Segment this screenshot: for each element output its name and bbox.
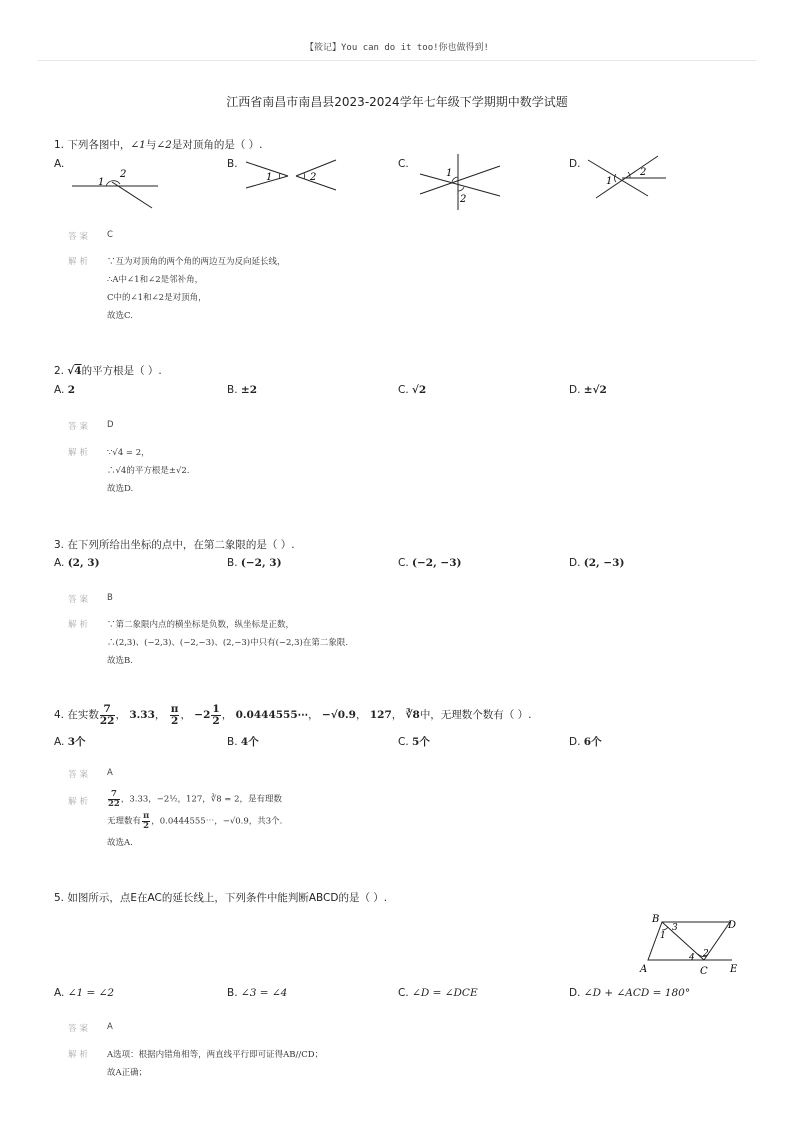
mixed-number: −2 $\frac{1}{2}$ [194, 703, 220, 727]
q3-analysis-line: 故选B. [107, 656, 133, 666]
header-divider [38, 60, 756, 61]
number-127: 127 [369, 709, 392, 721]
fraction-7-22: $\frac{7}{22}$ [99, 703, 115, 727]
q1-figure-c [416, 152, 504, 212]
q3-analysis-line: ∴(2,3)、(−2,3)、(−2,−3)、(2,−3)中只有(−2,3)在第二象限. [107, 638, 349, 648]
vertex-label: E [730, 964, 738, 975]
fraction-7-22: $\frac{7}{22}$ [108, 789, 120, 809]
answer-label: 答案 [68, 422, 92, 432]
q4-option-a: A. 3个 [54, 736, 86, 748]
q1-answer: C [107, 230, 113, 240]
q2-option-a: A. 2 [54, 384, 75, 396]
q3-option-a: A. (2, 3) [54, 557, 100, 569]
fraction-pi-2: $\frac{\pi}{2}$ [170, 703, 179, 727]
q4-analysis-line: 无理数有 $\frac{\pi}{2}$ ，0.0444555⋯，−√0.9，共3个. [107, 811, 283, 831]
stem-text: 与 [145, 139, 157, 151]
angle-2-label: 2 [640, 167, 647, 178]
q5-option-a: A. ∠1 = ∠2 [54, 987, 115, 999]
angle-2-label: 2 [310, 172, 317, 183]
q2-answer: D [107, 420, 114, 430]
angle-1-label: 1 [266, 172, 273, 183]
q1-figure-a [68, 160, 164, 212]
vertex-label: C [700, 966, 708, 977]
q3-option-d: D. (2, −3) [569, 557, 625, 569]
q2-analysis-line: ∴√4的平方根是±√2. [107, 466, 190, 476]
answer-label: 答案 [68, 1024, 92, 1034]
angle-label: ∠1 [130, 139, 146, 151]
q1-analysis-line: C中的∠1和∠2是对顶角， [107, 293, 207, 303]
question-number: 4. [54, 709, 65, 721]
analysis-label: 解析 [68, 1050, 92, 1060]
q2-analysis-line: ∵√4 = 2， [107, 448, 150, 458]
number-3-33: 3.33 [129, 709, 155, 721]
angle-label: 3 [672, 923, 678, 933]
angle-label: 2 [703, 949, 709, 959]
q3-option-c: C. (−2, −3) [398, 557, 462, 569]
vertex-label: D [728, 920, 737, 931]
angle-2-label: 2 [460, 194, 467, 205]
q1-figure-b [244, 156, 340, 192]
question-number: 2. [54, 365, 65, 377]
analysis-label: 解析 [68, 257, 92, 267]
fraction-pi-2: $\frac{\pi}{2}$ [143, 811, 150, 831]
q2-option-c: C. √2 [398, 384, 427, 396]
q1-option-c-letter: C. [398, 158, 409, 170]
question-1-stem [54, 137, 263, 152]
answer-label: 答案 [68, 595, 92, 605]
angle-label: 1 [660, 931, 666, 941]
sqrt-sign: √ [67, 365, 75, 377]
q5-answer: A [107, 1022, 113, 1032]
stem-text: 中，无理数个数有（ ）. [419, 709, 532, 721]
q5-option-d: D. ∠D + ∠ACD = 180° [569, 987, 691, 999]
q5-analysis-line: A选项：根据内错角相等，两直线平行即可证得AB//CD； [107, 1050, 324, 1060]
q4-option-b: B. 4个 [227, 736, 259, 748]
q2-option-b: B. ±2 [227, 384, 257, 396]
question-4-stem: 4. 在实数 $\frac{7}{22}$ ， 3.33， $\frac{\pi}{2}$ ， −2 $\frac{1}{2}$ ， 0.0444555⋯， −√0.9， 127， ∛8中，无理数个数有（ ）. [54, 703, 532, 727]
analysis-label: 解析 [68, 620, 92, 630]
radicand: 4 [74, 365, 82, 377]
q1-analysis-line: ∴A中∠1和∠2是邻补角， [107, 275, 204, 285]
answer-label: 答案 [68, 770, 92, 780]
analysis-label: 解析 [68, 448, 92, 458]
q4-option-c: C. 5个 [398, 736, 430, 748]
stem-text: 的平方根是（ ）. [81, 365, 162, 377]
q5-analysis-line: 故A正确； [107, 1068, 148, 1078]
q4-analysis-line: $\frac{7}{22}$ ，3.33，−2½，127，∛8 = 2，是有理数 [108, 789, 283, 809]
vertex-label: B [652, 914, 660, 925]
question-number: 3. [54, 539, 65, 551]
cube-root: ∛8 [405, 709, 420, 721]
angle-label: 4 [689, 953, 695, 963]
repeating-decimal: 0.0444555⋯ [235, 709, 309, 721]
q3-analysis-line: ∵第二象限内点的横坐标是负数，纵坐标是正数， [107, 620, 295, 630]
page-title: 江西省南昌市南昌县2023-2024学年七年级下学期期中数学试题 [226, 95, 568, 109]
q2-analysis-line: 故选D. [107, 484, 134, 494]
angle-2-label: 2 [120, 169, 127, 180]
header-note: 【筱记】You can do it too!你也做得到! [305, 43, 489, 53]
q1-option-a-letter: A. [54, 158, 65, 170]
q5-option-b: B. ∠3 = ∠4 [227, 987, 288, 999]
q2-option-d: D. ±√2 [569, 384, 607, 396]
answer-label: 答案 [68, 232, 92, 242]
q4-option-d: D. 6个 [569, 736, 602, 748]
angle-1-label: 1 [98, 177, 105, 188]
stem-text: 在实数 [67, 709, 99, 721]
q4-analysis-line: 故选A. [107, 838, 133, 848]
vertex-label: A [640, 964, 648, 975]
negative-sqrt: −√0.9 [322, 709, 356, 721]
question-number: 1. [54, 139, 65, 151]
question-5-stem [54, 890, 387, 905]
question-2-stem [54, 363, 162, 378]
q5-option-c: C. ∠D = ∠DCE [398, 987, 478, 999]
analysis-label: 解析 [68, 797, 92, 807]
stem-text: 是对顶角的是（ ）. [171, 139, 263, 151]
q3-option-b: B. (−2, 3) [227, 557, 282, 569]
q5-figure [634, 910, 746, 980]
angle-1-label: 1 [446, 168, 453, 179]
stem-text: 如图所示，点E在AC的延长线上，下列条件中能判断ABCD的是（ ）. [67, 892, 388, 904]
q1-figure-d [586, 154, 670, 204]
q1-analysis-line: ∵互为对顶角的两个角的两边互为反向延长线， [107, 257, 286, 267]
q3-answer: B [107, 593, 113, 603]
angle-label: ∠2 [156, 139, 172, 151]
question-3-stem [54, 537, 295, 552]
question-number: 5. [54, 892, 65, 904]
angle-1-label: 1 [606, 176, 613, 187]
q1-analysis-line: 故选C. [107, 311, 133, 321]
q4-answer: A [107, 768, 113, 778]
q1-option-d-letter: D. [569, 158, 581, 170]
stem-text: 在下列所给出坐标的点中，在第二象限的是（ ）. [67, 539, 295, 551]
stem-text: 下列各图中， [67, 139, 131, 151]
q1-option-b-letter: B. [227, 158, 238, 170]
